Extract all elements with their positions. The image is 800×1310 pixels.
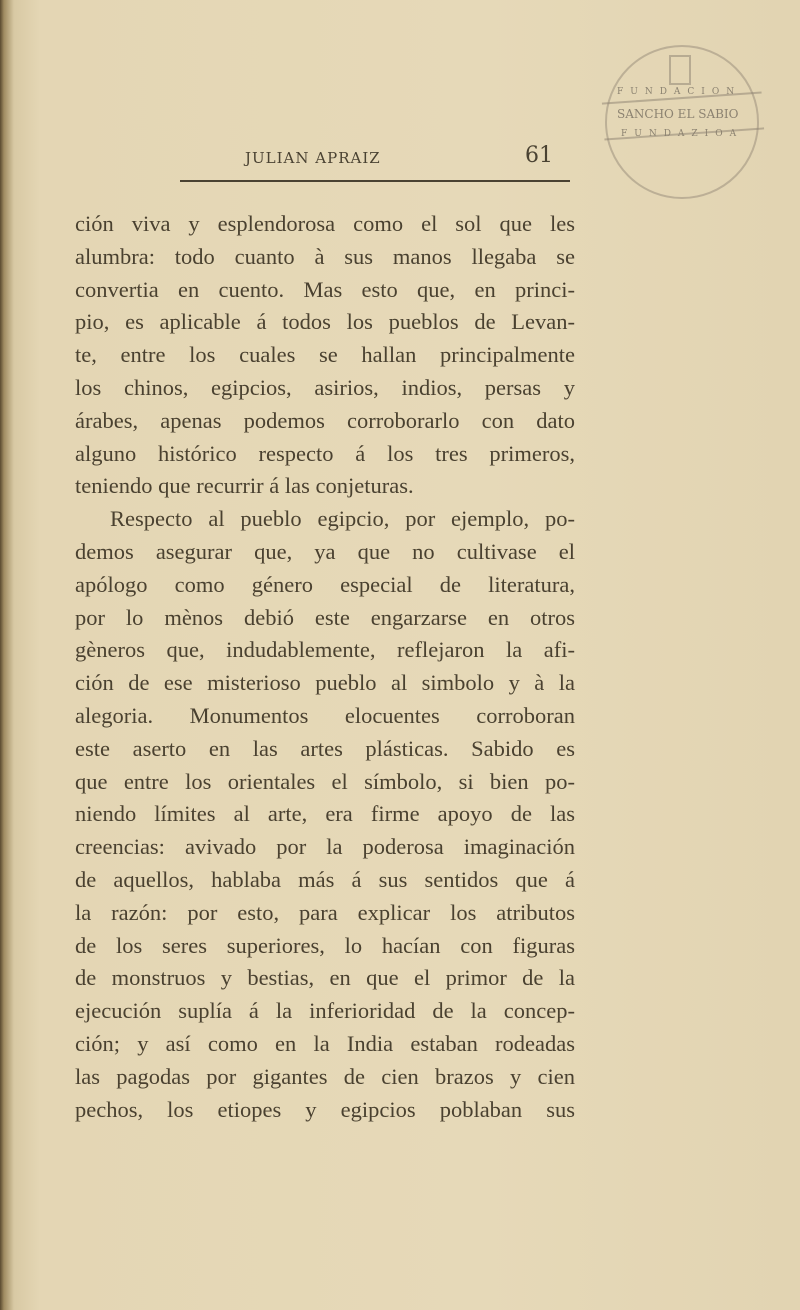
text-line: las pagodas por gigantes de cien brazos y cien xyxy=(75,1063,575,1089)
running-title: JULIAN APRAIZ xyxy=(245,149,381,167)
text-line: de aquellos, hablaba más á sus sentidos que á xyxy=(75,866,575,892)
text-line: ción de ese misterioso pueblo al simbolo y à la xyxy=(75,670,575,696)
text-line: ción; y así como en la India estaban rodeadas xyxy=(75,1030,575,1056)
text-line: ción viva y esplendorosa como el sol que les xyxy=(75,211,575,236)
text-line: de los seres superiores, lo hacían con figuras xyxy=(75,932,575,958)
text-line: los chinos, egipcios, asirios, indios, persas y xyxy=(75,374,575,400)
page-header xyxy=(180,145,570,175)
header-rule xyxy=(180,180,570,182)
library-stamp xyxy=(605,45,759,199)
text-line: apólogo como género especial de literatura, xyxy=(75,571,575,597)
body-text xyxy=(75,208,575,1126)
text-line: árabes, apenas podemos corroborarlo con dato xyxy=(75,407,575,433)
text-line: niendo límites al arte, era firme apoyo de las xyxy=(75,801,575,827)
text-line: de monstruos y bestias, en que el primor de la xyxy=(75,965,575,991)
text-line: alumbra: todo cuanto à sus manos llegaba se xyxy=(75,243,575,269)
text-line: pechos, los etiopes y egipcios poblaban sus xyxy=(75,1096,575,1122)
text-line: teniendo que recurrir á las conjeturas. xyxy=(75,473,414,499)
text-line: por lo mènos debió este engarzarse en otros xyxy=(75,604,575,630)
text-line: gèneros que, indudablemente, reflejaron la afi- xyxy=(75,637,575,663)
text-line: pio, es aplicable á todos los pueblos de Levan- xyxy=(75,309,575,335)
text-line: este aserto en las artes plásticas. Sabido es xyxy=(75,735,575,761)
text-line: la razón: por esto, para explicar los atributos xyxy=(75,899,575,925)
page-number: 61 xyxy=(525,143,553,168)
text-line: te, entre los cuales se hallan principalmente xyxy=(75,342,575,368)
text-line: ejecución suplía á la inferioridad de la concep- xyxy=(75,998,575,1024)
stamp-middle-text: SANCHO EL SABIO xyxy=(617,107,739,121)
stamp-bottom-text: FUNDAZIOA xyxy=(621,129,744,139)
text-line: alguno histórico respecto á los tres primeros, xyxy=(75,440,575,466)
stamp-top-text: FUNDACION xyxy=(617,87,742,97)
text-line: demos asegurar que, ya que no cultivase el xyxy=(75,538,575,564)
text-line: alegoria. Monumentos elocuentes corroboran xyxy=(75,702,575,728)
stamp-emblem-icon xyxy=(669,55,691,85)
text-line: convertia en cuento. Mas esto que, en princi- xyxy=(75,276,575,302)
text-line: que entre los orientales el símbolo, si bien po- xyxy=(75,768,575,794)
text-line: Respecto al pueblo egipcio, por ejemplo, po- xyxy=(110,506,575,532)
text-line: creencias: avivado por la poderosa imaginación xyxy=(75,834,575,860)
